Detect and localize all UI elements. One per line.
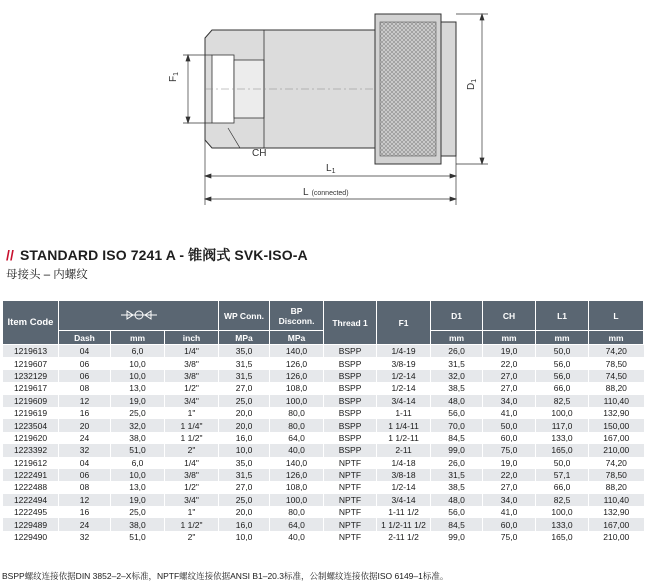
table-row xyxy=(3,432,644,444)
table-cell: 51,0 xyxy=(111,444,165,456)
title-slashes: // xyxy=(6,247,14,263)
table-row xyxy=(3,419,644,431)
table-cell: 34,0 xyxy=(483,395,536,407)
table-cell: 20,0 xyxy=(219,419,270,431)
table-cell: BSPP xyxy=(324,407,377,419)
table-cell: 126,0 xyxy=(270,370,324,382)
table-cell: 06 xyxy=(59,469,111,481)
f1-label: $F_1$ xyxy=(168,71,180,82)
table-cell: 19,0 xyxy=(111,494,165,506)
table-cell: 88,20 xyxy=(589,382,644,394)
header-dash: Dash xyxy=(59,331,111,345)
page-title xyxy=(6,245,308,265)
table-cell: 19,0 xyxy=(111,395,165,407)
table-cell: 108,0 xyxy=(270,481,324,493)
table-cell: 27,0 xyxy=(483,370,536,382)
table-cell: 38,5 xyxy=(431,382,483,394)
table-cell: NPTF xyxy=(324,518,377,530)
table-cell: BSPP xyxy=(324,419,377,431)
table-cell: 210,00 xyxy=(589,444,644,456)
table-cell: 110,40 xyxy=(589,395,644,407)
header-ch: CH xyxy=(483,301,536,331)
table-cell: 75,0 xyxy=(483,444,536,456)
coupling-body xyxy=(205,14,456,164)
table-cell: 04 xyxy=(59,345,111,358)
table-cell: 3/8" xyxy=(165,370,219,382)
table-cell: 1219609 xyxy=(3,395,59,407)
table-cell: 1-11 xyxy=(377,407,431,419)
table-cell: 35,0 xyxy=(219,457,270,469)
table-cell: 64,0 xyxy=(270,518,324,530)
table-cell: 150,00 xyxy=(589,419,644,431)
table-row xyxy=(3,370,644,382)
table-cell: 100,0 xyxy=(270,395,324,407)
table-cell: 04 xyxy=(59,457,111,469)
table-cell: 20,0 xyxy=(219,407,270,419)
table-row xyxy=(3,457,644,469)
table-cell: 08 xyxy=(59,382,111,394)
table-cell: 1229490 xyxy=(3,531,59,543)
table-cell: 10,0 xyxy=(111,469,165,481)
table-row xyxy=(3,345,644,358)
table-cell: 100,0 xyxy=(536,506,589,518)
table-cell: 51,0 xyxy=(111,531,165,543)
table-cell: 13,0 xyxy=(111,481,165,493)
table-cell: 1219613 xyxy=(3,345,59,358)
table-cell: 1 1/4-11 xyxy=(377,419,431,431)
table-cell: BSPP xyxy=(324,395,377,407)
table-cell: 38,0 xyxy=(111,432,165,444)
table-cell: 16,0 xyxy=(219,518,270,530)
table-cell: 167,00 xyxy=(589,432,644,444)
table-row xyxy=(3,357,644,369)
table-cell: 82,5 xyxy=(536,494,589,506)
table-cell: 27,0 xyxy=(219,481,270,493)
table-cell: 1/2" xyxy=(165,382,219,394)
table-cell: NPTF xyxy=(324,506,377,518)
table-cell: 1219620 xyxy=(3,432,59,444)
table-cell: 75,0 xyxy=(483,531,536,543)
table-cell: 26,0 xyxy=(431,345,483,358)
table-cell: 1223504 xyxy=(3,419,59,431)
table-cell: 3/4-14 xyxy=(377,395,431,407)
page-subtitle: 母接头 – 内螺纹 xyxy=(6,269,88,281)
table-cell: 3/8" xyxy=(165,357,219,369)
table-cell: 126,0 xyxy=(270,357,324,369)
table-row xyxy=(3,407,644,419)
table-cell: 1222491 xyxy=(3,469,59,481)
table-cell: 140,0 xyxy=(270,457,324,469)
table-cell: 50,0 xyxy=(536,457,589,469)
table-cell: 38,0 xyxy=(111,518,165,530)
table-cell: 19,0 xyxy=(483,345,536,358)
header-item-code: Item Code xyxy=(3,301,59,345)
table-cell: 1222488 xyxy=(3,481,59,493)
table-cell: 35,0 xyxy=(219,345,270,358)
table-cell: 10,0 xyxy=(111,370,165,382)
table-cell: BSPP xyxy=(324,444,377,456)
table-cell: 32 xyxy=(59,531,111,543)
table-cell: 80,0 xyxy=(270,419,324,431)
table-cell: 1219617 xyxy=(3,382,59,394)
table-cell: 140,0 xyxy=(270,345,324,358)
table-cell: 1/2-14 xyxy=(377,382,431,394)
table-cell: 40,0 xyxy=(270,531,324,543)
table-cell: 74,20 xyxy=(589,457,644,469)
header-valve-symbol xyxy=(59,301,219,331)
table-cell: 82,5 xyxy=(536,395,589,407)
table-cell: 32,0 xyxy=(111,419,165,431)
table-cell: 41,0 xyxy=(483,506,536,518)
table-cell: 31,5 xyxy=(219,357,270,369)
table-cell: 66,0 xyxy=(536,481,589,493)
table-cell: 25,0 xyxy=(111,506,165,518)
table-cell: 12 xyxy=(59,395,111,407)
table-cell: 31,5 xyxy=(219,469,270,481)
table-cell: 70,0 xyxy=(431,419,483,431)
table-cell: 56,0 xyxy=(431,407,483,419)
table-cell: 1/4-18 xyxy=(377,457,431,469)
table-cell: 1 1/2" xyxy=(165,432,219,444)
table-cell: 25,0 xyxy=(219,494,270,506)
header-l-unit: mm xyxy=(589,331,644,345)
table-cell: 1" xyxy=(165,506,219,518)
table-cell: 64,0 xyxy=(270,432,324,444)
table-cell: 06 xyxy=(59,357,111,369)
table-row xyxy=(3,444,644,456)
table-cell: 3/8-19 xyxy=(377,357,431,369)
table-cell: 126,0 xyxy=(270,469,324,481)
table-cell: 22,0 xyxy=(483,469,536,481)
table-row xyxy=(3,382,644,394)
table-cell: 80,0 xyxy=(270,506,324,518)
table-cell: 74,20 xyxy=(589,345,644,358)
table-cell: 132,90 xyxy=(589,407,644,419)
table-cell: 32,0 xyxy=(431,370,483,382)
table-row xyxy=(3,469,644,481)
table-cell: 41,0 xyxy=(483,407,536,419)
table-cell: 08 xyxy=(59,481,111,493)
table-cell: 88,20 xyxy=(589,481,644,493)
table-cell: 6,0 xyxy=(111,345,165,358)
table-cell: 1 1/2-11 xyxy=(377,432,431,444)
header-l1: L1 xyxy=(536,301,589,331)
table-row xyxy=(3,481,644,493)
table-cell: NPTF xyxy=(324,481,377,493)
table-cell: 38,5 xyxy=(431,481,483,493)
table-cell: 100,0 xyxy=(270,494,324,506)
table-cell: 1222494 xyxy=(3,494,59,506)
table-cell: 48,0 xyxy=(431,494,483,506)
table-cell: BSPP xyxy=(324,382,377,394)
table-cell: 78,50 xyxy=(589,469,644,481)
table-cell: 133,0 xyxy=(536,432,589,444)
table-cell: 60,0 xyxy=(483,518,536,530)
header-d1: D1 xyxy=(431,301,483,331)
table-cell: 84,5 xyxy=(431,518,483,530)
table-cell: NPTF xyxy=(324,494,377,506)
table-cell: 50,0 xyxy=(536,345,589,358)
table-cell: 1219619 xyxy=(3,407,59,419)
table-cell: 24 xyxy=(59,518,111,530)
header-inch: inch xyxy=(165,331,219,345)
table-cell: 1 1/4" xyxy=(165,419,219,431)
table-cell: 3/4" xyxy=(165,494,219,506)
table-cell: 110,40 xyxy=(589,494,644,506)
table-cell: 1/2-14 xyxy=(377,370,431,382)
table-cell: 10,0 xyxy=(219,444,270,456)
table-cell: BSPP xyxy=(324,370,377,382)
table-cell: 56,0 xyxy=(536,370,589,382)
table-cell: 1222495 xyxy=(3,506,59,518)
table-cell: 48,0 xyxy=(431,395,483,407)
table-cell: 40,0 xyxy=(270,444,324,456)
header-wp-conn: WP Conn. xyxy=(219,301,270,331)
header-l1-unit: mm xyxy=(536,331,589,345)
table-cell: 24 xyxy=(59,432,111,444)
table-cell: 1232129 xyxy=(3,370,59,382)
table-cell: 1219612 xyxy=(3,457,59,469)
table-cell: 100,0 xyxy=(536,407,589,419)
l1-label: $L_1$ xyxy=(326,163,336,175)
table-cell: 50,0 xyxy=(483,419,536,431)
table-cell: 20,0 xyxy=(219,506,270,518)
table-cell: 210,00 xyxy=(589,531,644,543)
table-cell: 78,50 xyxy=(589,357,644,369)
table-cell: 1/4" xyxy=(165,457,219,469)
table-cell: 2-11 xyxy=(377,444,431,456)
table-cell: 3/8" xyxy=(165,469,219,481)
table-row xyxy=(3,494,644,506)
table-cell: 80,0 xyxy=(270,407,324,419)
table-cell: 31,5 xyxy=(431,469,483,481)
valve-symbol-icon xyxy=(119,308,159,322)
table-cell: 108,0 xyxy=(270,382,324,394)
table-cell: 1/2" xyxy=(165,481,219,493)
table-cell: 56,0 xyxy=(431,506,483,518)
table-cell: 34,0 xyxy=(483,494,536,506)
table-cell: 27,0 xyxy=(483,382,536,394)
header-thread: Thread 1 xyxy=(324,301,377,345)
table-cell: BSPP xyxy=(324,432,377,444)
table-cell: NPTF xyxy=(324,469,377,481)
table-cell: BSPP xyxy=(324,357,377,369)
table-cell: 25,0 xyxy=(219,395,270,407)
table-row xyxy=(3,395,644,407)
table-cell: 26,0 xyxy=(431,457,483,469)
title-text: STANDARD ISO 7241 A - 锥阀式 SVK-ISO-A xyxy=(19,247,308,263)
l-label: L (connected) xyxy=(303,187,349,198)
table-cell: 06 xyxy=(59,370,111,382)
table-cell: 165,0 xyxy=(536,444,589,456)
table-cell: 20 xyxy=(59,419,111,431)
table-cell: NPTF xyxy=(324,531,377,543)
table-cell: 32 xyxy=(59,444,111,456)
table-cell: 31,5 xyxy=(219,370,270,382)
table-cell: 117,0 xyxy=(536,419,589,431)
table-cell: 1229489 xyxy=(3,518,59,530)
header-bp-disconn: BP Disconn. xyxy=(270,301,324,331)
header-ch-unit: mm xyxy=(483,331,536,345)
table-cell: 1" xyxy=(165,407,219,419)
d1-label: $D_1$ xyxy=(466,78,478,90)
table-cell: 1219607 xyxy=(3,357,59,369)
table-cell: 133,0 xyxy=(536,518,589,530)
table-cell: 3/4" xyxy=(165,395,219,407)
table-cell: 10,0 xyxy=(219,531,270,543)
table-cell: 60,0 xyxy=(483,432,536,444)
table-row xyxy=(3,531,644,543)
table-cell: 165,0 xyxy=(536,531,589,543)
table-cell: 1 1/2" xyxy=(165,518,219,530)
table-cell: 2" xyxy=(165,444,219,456)
table-cell: 84,5 xyxy=(431,432,483,444)
table-cell: 2" xyxy=(165,531,219,543)
header-l: L xyxy=(589,301,644,331)
header-f1: F1 xyxy=(377,301,431,345)
table-cell: 167,00 xyxy=(589,518,644,530)
table-cell: 19,0 xyxy=(483,457,536,469)
table-row xyxy=(3,506,644,518)
footnote: BSPP螺纹连接依据DIN 3852–2–X标准，NPTF螺纹连接依据ANSI B1–20.3标准，公制螺纹连接依据ISO 6149–1标准。 xyxy=(2,571,449,581)
table-row xyxy=(3,518,644,530)
ch-label: CH xyxy=(252,148,267,159)
table-cell: 22,0 xyxy=(483,357,536,369)
table-cell: 31,5 xyxy=(431,357,483,369)
table-cell: 99,0 xyxy=(431,531,483,543)
table-cell: 3/4-14 xyxy=(377,494,431,506)
table-cell: 1/4" xyxy=(165,345,219,358)
table-cell: 12 xyxy=(59,494,111,506)
spec-table xyxy=(2,300,644,543)
table-cell: 6,0 xyxy=(111,457,165,469)
table-cell: 13,0 xyxy=(111,382,165,394)
table-cell: 1/4-19 xyxy=(377,345,431,358)
table-cell: 3/8-18 xyxy=(377,469,431,481)
table-cell: 1 1/2-11 1/2 xyxy=(377,518,431,530)
table-cell: 2-11 1/2 xyxy=(377,531,431,543)
table-cell: 57,1 xyxy=(536,469,589,481)
table-cell: 27,0 xyxy=(483,481,536,493)
table-cell: 16,0 xyxy=(219,432,270,444)
table-cell: 1-11 1/2 xyxy=(377,506,431,518)
header-mm: mm xyxy=(111,331,165,345)
table-cell: 1/2-14 xyxy=(377,481,431,493)
table-cell: 74,50 xyxy=(589,370,644,382)
table-cell: 1223392 xyxy=(3,444,59,456)
table-cell: BSPP xyxy=(324,345,377,358)
table-cell: NPTF xyxy=(324,457,377,469)
table-cell: 16 xyxy=(59,407,111,419)
table-cell: 10,0 xyxy=(111,357,165,369)
coupling-drawing xyxy=(0,0,647,215)
header-d1-unit: mm xyxy=(431,331,483,345)
table-cell: 25,0 xyxy=(111,407,165,419)
table-cell: 56,0 xyxy=(536,357,589,369)
table-cell: 66,0 xyxy=(536,382,589,394)
header-bp-unit: MPa xyxy=(270,331,324,345)
table-cell: 99,0 xyxy=(431,444,483,456)
table-cell: 132,90 xyxy=(589,506,644,518)
header-wp-unit: MPa xyxy=(219,331,270,345)
table-cell: 16 xyxy=(59,506,111,518)
table-cell: 27,0 xyxy=(219,382,270,394)
